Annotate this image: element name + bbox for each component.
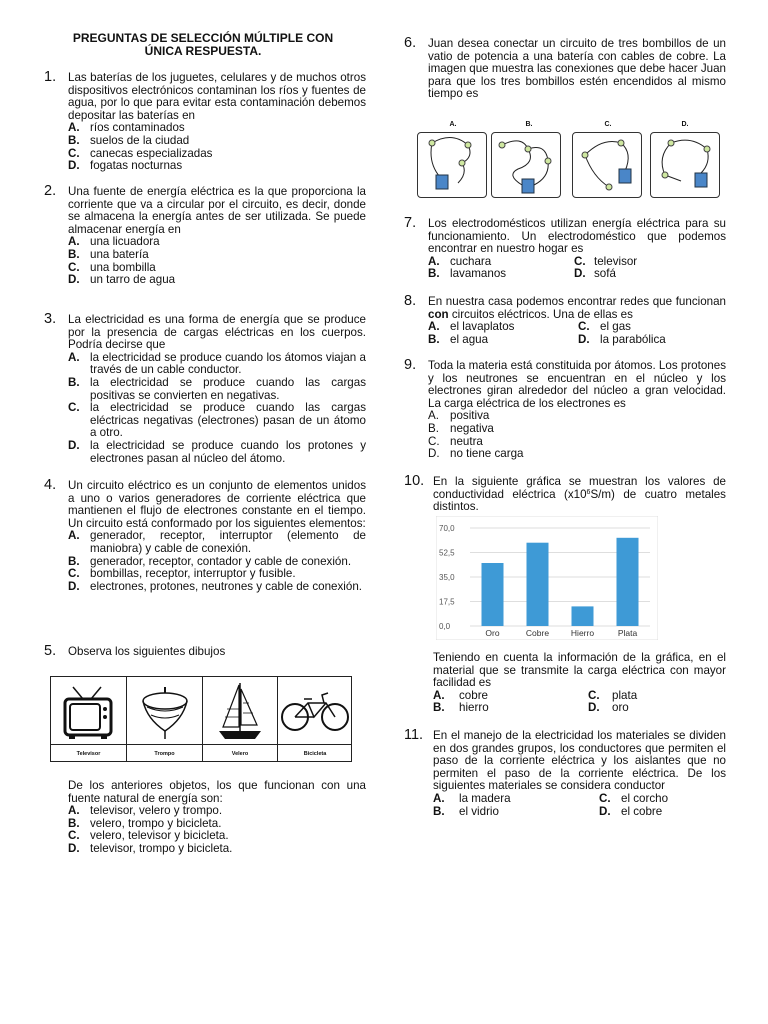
question-text: Observa los siguientes dibujos: [68, 645, 226, 658]
option-c[interactable]: C. la electricidad se produce cuando las cargas eléctricas negativas (electrones) pasan de un átomo a otro.: [68, 401, 366, 440]
x-tick-label: Plata: [617, 628, 638, 638]
bar-oro: [482, 563, 504, 626]
y-tick-label: 35,0: [439, 573, 455, 582]
option-d[interactable]: D. sofá: [574, 267, 616, 281]
circuit-label-a: A.: [449, 121, 457, 128]
y-tick-label: 0,0: [439, 622, 451, 631]
question-number: 11.: [404, 727, 424, 743]
question-number: 4.: [44, 477, 57, 493]
picture-caption: Televisor: [76, 751, 101, 757]
question-6: [404, 35, 726, 101]
x-tick-label: Oro: [485, 628, 500, 638]
bar-cobre: [527, 543, 549, 626]
option-b[interactable]: B. la electricidad se produce cuando las cargas positivas se convierten en negativas.: [68, 375, 366, 402]
options-row: [428, 321, 726, 334]
circuit-d-icon: [651, 133, 719, 197]
question-10: [404, 473, 726, 514]
bar-hierro: [572, 606, 594, 626]
question-7: [404, 215, 726, 281]
spinning-top-icon: [127, 679, 203, 743]
option-d[interactable]: D. televisor, trompo y bicicleta.: [68, 841, 233, 855]
picture-caption: Trompo: [154, 751, 175, 757]
options-row: [433, 702, 726, 715]
option-a[interactable]: A. ríos contaminados: [68, 121, 185, 135]
option-c[interactable]: C. bombillas, receptor, interruptor y fusible.: [68, 567, 296, 581]
question-5: [44, 643, 366, 659]
circuit-option-a[interactable]: [417, 132, 487, 198]
option-a[interactable]: A. la madera: [433, 791, 511, 805]
circuit-option-d[interactable]: [650, 132, 720, 198]
question-text: En nuestra casa podemos encontrar redes que funcionan con circuitos eléctricos. Una de ellas es: [428, 295, 726, 321]
option-c[interactable]: C. velero, televisor y bicicleta.: [68, 829, 229, 843]
objects-picture-strip: [50, 676, 352, 762]
option-c[interactable]: C. el corcho: [599, 791, 669, 805]
options-row: [433, 806, 726, 819]
question-1: [44, 69, 366, 173]
question-text: Los electrodomésticos utilizan energía eléctrica para su funcionamiento. Un electrodoméstico que podemos encontrar en nuestro hogar es: [428, 217, 726, 256]
y-tick-label: 70,0: [439, 524, 455, 533]
question-number: 3.: [44, 311, 57, 327]
option-d[interactable]: D. fogatas nocturnas: [68, 159, 183, 173]
option-a[interactable]: A. cuchara: [428, 254, 492, 268]
option-c[interactable]: C. plata: [588, 688, 638, 702]
option-c[interactable]: C. neutra: [428, 434, 483, 448]
question-number: 5.: [44, 643, 57, 659]
picture-trompo: [127, 677, 203, 761]
picture-caption: Velero: [231, 751, 249, 757]
question-text: En la siguiente gráfica se muestran los valores de conductividad eléctrica $(x10^6S/m)$ de cuatro metales distintos.: [433, 475, 726, 514]
y-tick-label: 52,5: [439, 548, 455, 558]
option-d[interactable]: D. la electricidad se produce cuando los protones y electrones pasan al núcleo del átomo.: [68, 438, 366, 465]
option-d[interactable]: D. la parabólica: [578, 332, 666, 346]
question-number: 6.: [404, 35, 417, 51]
question-3: [44, 311, 366, 465]
question-text: Juan desea conectar un circuito de tres bombillos de un vatio de potencia a una batería con cables de cobre. La imagen que muestra las conexiones que debe hacer Juan para que los tres bombillos estén encendidos al mismo tiempo es: [428, 37, 726, 101]
option-c[interactable]: C. canecas especializadas: [68, 146, 213, 160]
option-b[interactable]: B. negativa: [428, 421, 494, 435]
option-c[interactable]: C. televisor: [574, 254, 638, 268]
option-a[interactable]: A. cobre: [433, 688, 489, 702]
options-row: [433, 793, 726, 806]
option-b[interactable]: B. generador, receptor, contador y cable de conexión.: [68, 554, 352, 568]
option-b[interactable]: B. velero, trompo y bicicleta.: [68, 816, 222, 830]
question-text: Una fuente de energía eléctrica es la que proporciona la corriente que va a circular por el circuito, es decir, donde se almacena la energía antes de ser utilizada. Se puede almacenar energía en: [68, 185, 366, 236]
bar-plata: [617, 538, 639, 626]
option-b[interactable]: B. una batería: [68, 247, 149, 261]
option-a[interactable]: A. televisor, velero y trompo.: [68, 804, 223, 818]
question-8: [404, 293, 726, 346]
option-a[interactable]: A. una licuadora: [68, 235, 160, 249]
option-c[interactable]: C. una bombilla: [68, 260, 156, 274]
question-text: Las baterías de los juguetes, celulares y de muchos otros dispositivos electrónicos contaminan los ríos y fuentes de agua, por lo que para evitar esta contaminación debemos depositar las baterías en: [68, 71, 366, 122]
question-text: Toda la materia está constituida por átomos. Los protones y los neutrones se encuentran en el núcleo y los electrones giran alrededor del núcleo a gran velocidad. La carga eléctrica de los electrones es: [428, 359, 726, 410]
option-b[interactable]: B. lavamanos: [428, 267, 507, 281]
circuit-b-icon: [492, 133, 560, 197]
option-b[interactable]: B. el vidrio: [433, 804, 499, 818]
circuit-label-b: B.: [525, 121, 533, 128]
question-number: 2.: [44, 183, 57, 199]
question-4: [44, 477, 366, 593]
x-tick-label: Cobre: [525, 628, 550, 638]
option-a[interactable]: A. el lavaplatos: [428, 320, 515, 334]
circuit-option-b[interactable]: [491, 132, 561, 198]
option-b[interactable]: B. hierro: [433, 701, 489, 715]
page-title: PREGUNTAS DE SELECCIÓN MÚLTIPLE CON ÚNICA RESPUESTA.: [72, 31, 334, 58]
circuit-label-c: C.: [604, 121, 612, 128]
option-d[interactable]: D. electrones, protones, neutrones y cable de conexión.: [68, 579, 362, 593]
question-text: En el manejo de la electricidad los materiales se dividen en dos grandes grupos, los conductores que permiten el paso de la corriente eléctrica y los aislantes que no permiten el paso de la corriente eléctrica. De los siguientes materiales se considera conductor: [433, 729, 726, 793]
question-number: 1.: [44, 69, 57, 85]
option-b[interactable]: B. suelos de la ciudad: [68, 133, 190, 147]
circuit-c-icon: [573, 133, 641, 197]
question-text: La electricidad es una forma de energía que se produce por la presencia de cargas eléctricas en los cuerpos. Podría decirse que: [68, 313, 366, 352]
option-c[interactable]: C. el gas: [578, 320, 631, 334]
question-number: 7.: [404, 215, 417, 231]
picture-bicicleta: [278, 677, 352, 761]
question-text: De los anteriores objetos, los que funcionan con una fuente natural de energía son:: [68, 779, 366, 805]
option-b[interactable]: B. el agua: [428, 332, 489, 346]
question-text: Teniendo en cuenta la información de la gráfica, en el material que se transmite la carga eléctrica con mayor facilidad es: [433, 651, 726, 690]
question-11: [404, 727, 726, 818]
options-row: [428, 334, 726, 347]
option-d[interactable]: D. un tarro de agua: [68, 273, 176, 287]
bicycle-icon: [278, 679, 352, 743]
picture-caption: Bicicleta: [303, 751, 327, 757]
option-d[interactable]: D. no tiene carga: [428, 447, 524, 461]
sailboat-icon: [203, 679, 278, 743]
picture-velero: [203, 677, 278, 761]
option-d[interactable]: D. el cobre: [599, 804, 663, 818]
circuit-label-d: D.: [681, 121, 689, 128]
picture-televisor: [51, 677, 127, 761]
y-tick-label: 17,5: [439, 597, 455, 607]
option-a[interactable]: A. la electricidad se produce cuando los átomos viajan a través de un cable conductor.: [68, 350, 366, 377]
tv-icon: [51, 679, 127, 743]
question-2: [44, 183, 366, 287]
conductivity-bar-chart: [436, 516, 658, 640]
circuit-a-icon: [418, 133, 486, 197]
question-9: [404, 357, 726, 461]
question-number: 10.: [404, 473, 425, 489]
question-number: 8.: [404, 293, 417, 309]
options-row: [428, 268, 726, 281]
question-5-stem: [44, 780, 366, 856]
option-d[interactable]: D. oro: [588, 701, 629, 715]
circuit-option-c[interactable]: [572, 132, 642, 198]
question-10-stem: [404, 652, 726, 715]
option-a[interactable]: A. positiva: [428, 409, 490, 423]
question-text: Un circuito eléctrico es un conjunto de elementos unidos a uno o varios generadores de corriente eléctrica que mantienen el flujo de electrones constante en el tiempo. Un circuito está conformado por los siguientes elementos:: [68, 479, 366, 530]
question-number: 9.: [404, 357, 417, 373]
x-tick-label: Hierro: [570, 628, 595, 638]
option-a[interactable]: A. generador, receptor, interruptor (elemento de maniobra) y cable de conexión.: [68, 529, 366, 555]
